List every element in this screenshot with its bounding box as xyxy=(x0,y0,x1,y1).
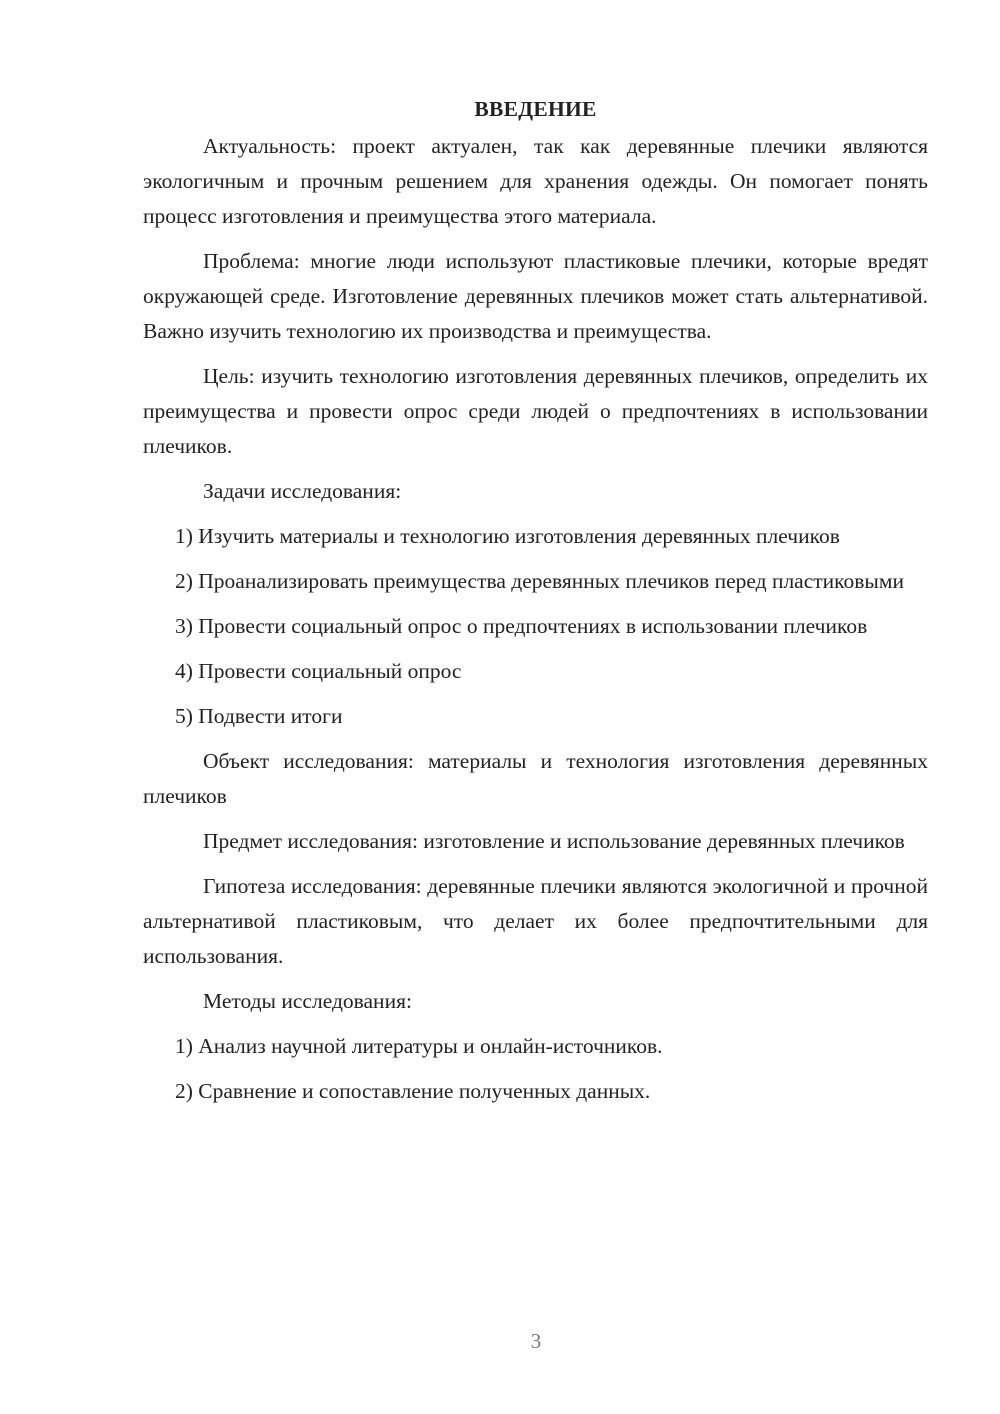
task-item-3: 3) Провести социальный опрос о предпочтениях в использовании плечиков xyxy=(175,614,868,638)
tasks-heading: Задачи исследования: xyxy=(203,479,402,503)
object-paragraph: Объект исследования: материалы и технология изготовления деревянных плечиков xyxy=(143,749,928,808)
task-item-4: 4) Провести социальный опрос xyxy=(175,659,462,683)
task-item-1: 1) Изучить материалы и технологию изготовления деревянных плечиков xyxy=(175,524,840,548)
task-item-2: 2) Проанализировать преимущества деревянных плечиков перед пластиковыми xyxy=(175,569,904,593)
methods-heading: Методы исследования: xyxy=(203,989,412,1013)
section-title: ВВЕДЕНИЕ xyxy=(474,97,597,121)
task-item-5: 5) Подвести итоги xyxy=(175,704,343,728)
page-number: 3 xyxy=(530,1329,542,1353)
relevance-paragraph: Актуальность: проект актуален, так как деревянные плечики являются экологичным и прочным решением для хранения одежды. Он помогает понять процесс изготовления и преимущества этого материала. xyxy=(143,134,928,228)
hypothesis-paragraph: Гипотеза исследования: деревянные плечики являются экологичной и прочной альтернативой пластиковым, что делает их более предпочтительными для использования. xyxy=(143,874,928,968)
problem-paragraph: Проблема: многие люди используют пластиковые плечики, которые вредят окружающей среде. Изготовление деревянных плечиков может стать альтернативой. Важно изучить технологию их производства и преимущества. xyxy=(143,249,928,343)
goal-paragraph: Цель: изучить технологию изготовления деревянных плечиков, определить их преимущества и провести опрос среди людей о предпочтениях в использовании плечиков. xyxy=(143,364,928,458)
page-content xyxy=(143,92,928,1119)
subject-paragraph: Предмет исследования: изготовление и использование деревянных плечиков xyxy=(203,829,905,853)
method-item-2: 2) Сравнение и сопоставление полученных данных. xyxy=(175,1079,651,1103)
method-item-1: 1) Анализ научной литературы и онлайн-источников. xyxy=(175,1034,663,1058)
